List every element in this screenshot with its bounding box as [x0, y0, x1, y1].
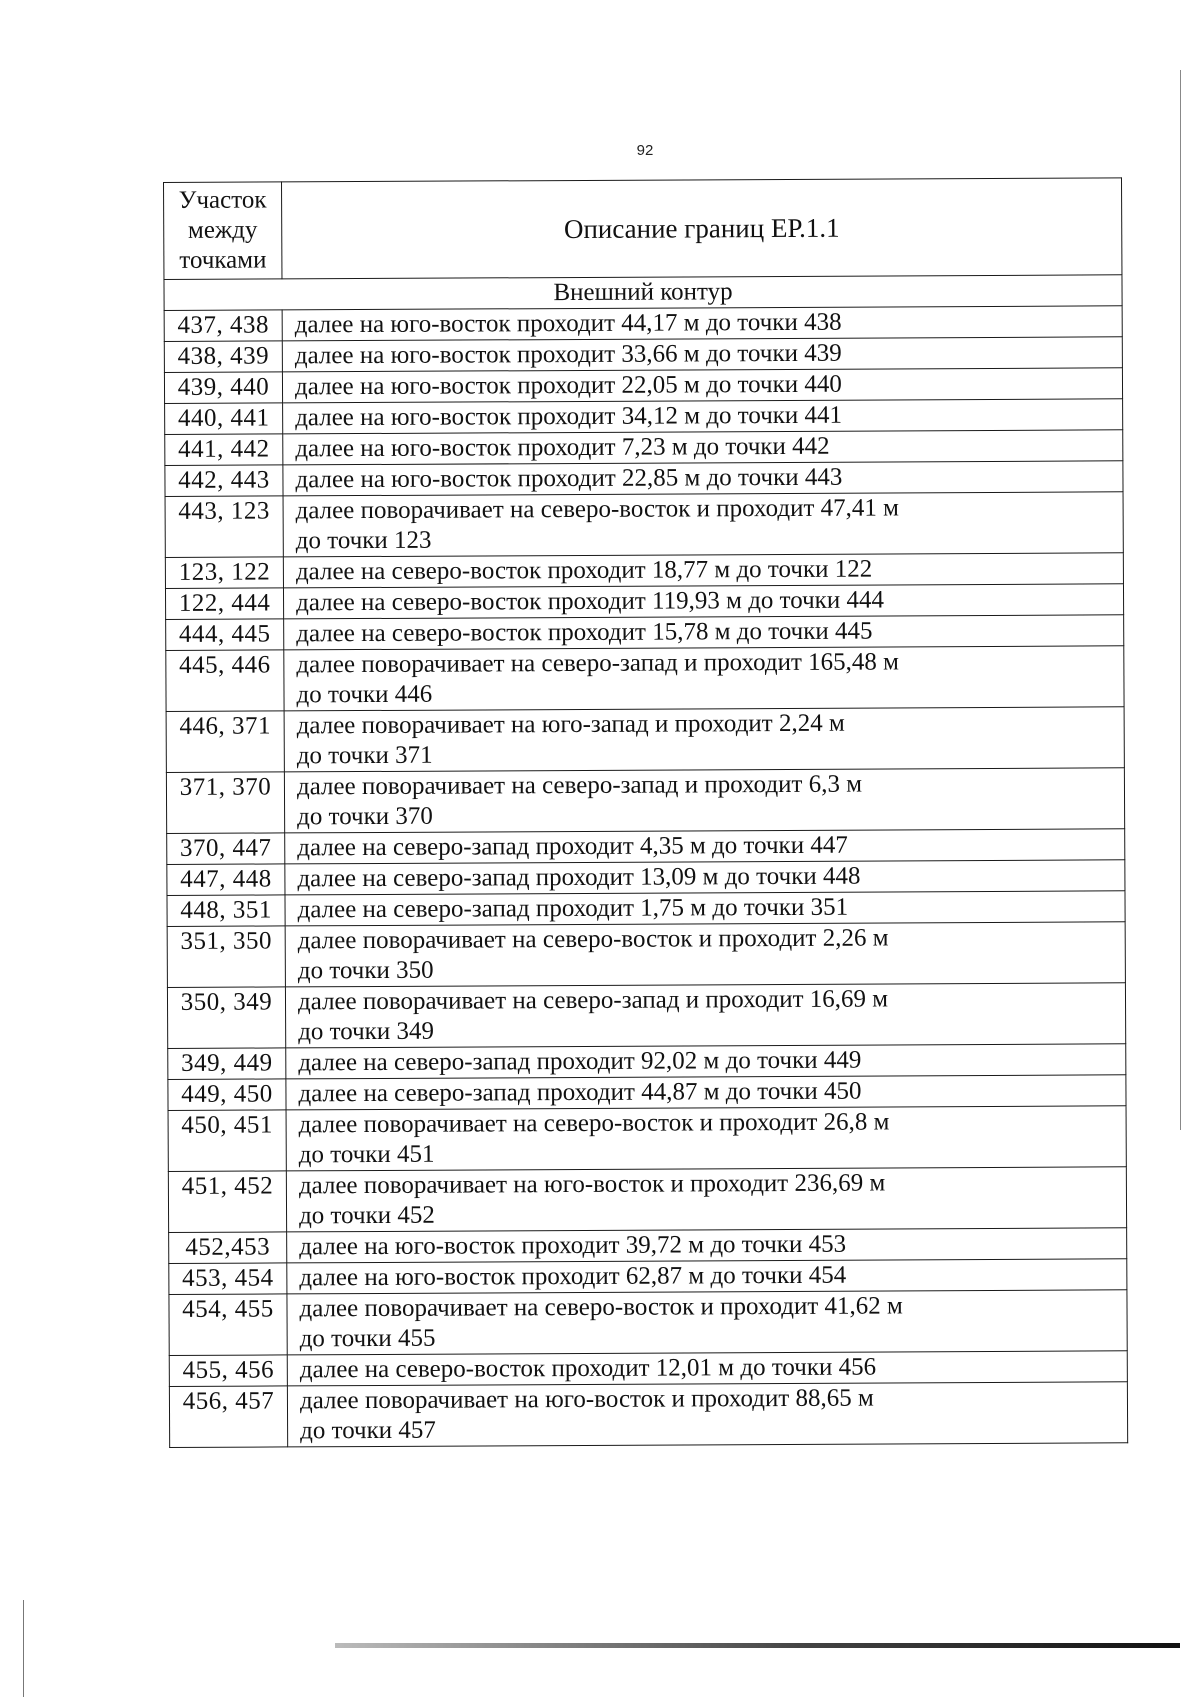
row-points-cell: 450, 451 [168, 1110, 286, 1172]
row-description-cell [287, 1259, 1127, 1294]
description-line: далее на северо-запад проходит 92,02 м до точки 449 [298, 1046, 862, 1077]
table-row [165, 399, 1123, 435]
row-points-cell: 438, 439 [164, 341, 282, 373]
row-description-cell [282, 337, 1122, 372]
row-points-cell: 454, 455 [169, 1294, 287, 1356]
points-column-header [164, 182, 282, 280]
section-title: Внешний контур [164, 275, 1122, 311]
table-row [167, 983, 1125, 1049]
description-line: далее на северо-восток проходит 119,93 м до точки 444 [295, 586, 884, 617]
description-line: далее на юго-восток проходит 7,23 м до точки 442 [295, 432, 830, 463]
points-header-line: Участок [178, 186, 267, 214]
row-description-cell [285, 860, 1125, 895]
description-line: до точки 349 [298, 1017, 435, 1046]
row-description-cell [287, 1228, 1127, 1263]
row-description-cell [287, 1351, 1127, 1386]
table-row [169, 1228, 1127, 1264]
section-row [164, 275, 1122, 311]
row-description-cell [284, 768, 1124, 833]
description-line: далее на юго-восток проходит 44,17 м до точки 438 [294, 308, 842, 339]
row-description-cell [287, 1382, 1127, 1447]
scan-edge-line-right [1180, 70, 1181, 1130]
row-points-cell: 447, 448 [167, 864, 285, 896]
row-description-cell [283, 461, 1123, 496]
table-row [169, 1351, 1127, 1387]
row-points-cell: 443, 123 [165, 496, 283, 558]
description-line: далее на северо-восток проходит 12,01 м до точки 456 [299, 1353, 877, 1384]
row-points-cell: 370, 447 [167, 833, 285, 865]
row-points-cell: 452,453 [169, 1232, 287, 1264]
description-line: далее поворачивает на северо-запад и проходит 165,48 м [296, 648, 899, 679]
description-line: до точки 455 [299, 1324, 436, 1353]
row-description-cell [284, 707, 1124, 772]
row-points-cell: 448, 351 [167, 895, 285, 927]
table-row [169, 1259, 1127, 1295]
description-line: далее на северо-запад проходит 44,87 м до точки 450 [298, 1077, 862, 1108]
description-line: далее поворачивает на юго-восток и проходит 88,65 м [299, 1384, 874, 1415]
description-line: до точки 371 [296, 741, 433, 770]
table-row [164, 306, 1122, 342]
row-points-cell: 437, 438 [164, 310, 282, 342]
scan-bottom-bar [335, 1643, 1180, 1648]
row-points-cell: 455, 456 [169, 1355, 287, 1387]
description-line: до точки 370 [297, 802, 433, 831]
description-line: до точки 451 [298, 1140, 435, 1169]
description-line: далее на юго-восток проходит 34,12 м до точки 441 [295, 401, 843, 432]
row-points-cell: 442, 443 [165, 465, 283, 497]
description-line: далее на северо-запад проходит 4,35 м до точки 447 [297, 831, 848, 862]
row-description-cell [282, 306, 1122, 341]
row-points-cell: 123, 122 [165, 557, 283, 589]
boundary-description-table [163, 177, 1128, 1448]
description-line: до точки 123 [295, 526, 432, 555]
row-description-cell [283, 430, 1123, 465]
table-row [166, 707, 1124, 773]
table-row [167, 922, 1125, 988]
row-points-cell: 441, 442 [165, 434, 283, 466]
row-points-cell: 453, 454 [169, 1263, 287, 1295]
row-points-cell: 449, 450 [168, 1079, 286, 1111]
row-description-cell [286, 1106, 1126, 1171]
row-description-cell [285, 983, 1125, 1048]
row-points-cell: 445, 446 [166, 650, 284, 712]
row-points-cell: 122, 444 [165, 588, 283, 620]
row-points-cell: 444, 445 [166, 619, 284, 651]
row-description-cell [283, 399, 1123, 434]
description-line: далее на юго-восток проходит 62,87 м до точки 454 [299, 1261, 847, 1292]
row-points-cell: 451, 452 [168, 1171, 286, 1233]
description-line: далее поворачивает на северо-восток и проходит 47,41 м [295, 494, 899, 525]
points-header-line: между [187, 216, 258, 244]
description-line: далее на северо-запад проходит 13,09 м до точки 448 [297, 862, 861, 893]
description-line: до точки 452 [298, 1201, 435, 1230]
description-line: далее на юго-восток проходит 39,72 м до точки 453 [299, 1230, 847, 1261]
description-line: далее на юго-восток проходит 33,66 м до точки 439 [294, 339, 842, 370]
description-line: далее поворачивает на северо-восток и проходит 41,62 м [299, 1292, 903, 1323]
row-points-cell: 349, 449 [168, 1048, 286, 1080]
page-number: 92 [636, 142, 654, 159]
row-description-cell [285, 891, 1125, 926]
description-line: до точки 446 [296, 680, 433, 709]
points-header-line: точками [179, 246, 267, 274]
row-description-cell [286, 1075, 1126, 1110]
row-points-cell: 350, 349 [167, 987, 285, 1049]
table-row [169, 1290, 1127, 1356]
table-row [168, 1167, 1126, 1233]
row-description-cell [283, 584, 1123, 619]
table-row [166, 646, 1124, 712]
row-description-cell [285, 829, 1125, 864]
row-description-cell [287, 1290, 1127, 1355]
description-line: далее на юго-восток проходит 22,85 м до точки 443 [295, 463, 843, 494]
description-line: далее на северо-восток проходит 15,78 м до точки 445 [296, 617, 873, 648]
row-points-cell: 351, 350 [167, 926, 285, 988]
row-description-cell [282, 368, 1122, 403]
row-description-cell [283, 492, 1123, 557]
row-points-cell: 446, 371 [166, 711, 284, 773]
row-description-cell [284, 615, 1124, 650]
description-line: далее поворачивает на юго-запад и проходит 2,24 м [296, 709, 845, 740]
description-line: далее на северо-восток проходит 18,77 м до точки 122 [295, 555, 873, 586]
description-line: далее на юго-восток проходит 22,05 м до точки 440 [294, 370, 842, 401]
table-row [169, 1382, 1127, 1448]
description-line: далее поворачивает на северо-запад и проходит 6,3 м [296, 770, 863, 801]
row-description-cell [284, 646, 1124, 711]
table-body [164, 275, 1128, 1448]
row-points-cell: 371, 370 [166, 772, 284, 834]
table-row [165, 461, 1123, 497]
table-row [164, 368, 1122, 404]
description-line: далее поворачивает на юго-восток и проходит 236,69 м [298, 1169, 886, 1200]
description-line: далее поворачивает на северо-восток и проходит 2,26 м [297, 924, 889, 955]
description-line: далее поворачивает на северо-запад и проходит 16,69 м [297, 985, 889, 1016]
table-row [168, 1044, 1126, 1080]
table-row [166, 615, 1124, 651]
description-line: до точки 457 [300, 1416, 436, 1445]
table-row [167, 891, 1125, 927]
table-row [168, 1075, 1126, 1111]
table-row [165, 492, 1123, 558]
table-row [165, 584, 1123, 620]
row-points-cell: 456, 457 [169, 1386, 287, 1448]
table-row [167, 829, 1125, 865]
row-description-cell [285, 922, 1125, 987]
table-row [166, 768, 1124, 834]
row-description-cell [283, 553, 1123, 588]
description-column-header: Описание границ ЕР.1.1 [282, 178, 1122, 279]
description-line: далее на северо-запад проходит 1,75 м до точки 351 [297, 893, 849, 924]
row-description-cell [286, 1167, 1126, 1232]
table-row [167, 860, 1125, 896]
row-points-cell: 440, 441 [165, 403, 283, 435]
table-row [164, 337, 1122, 373]
table-header-row [164, 178, 1122, 280]
description-line: далее поворачивает на северо-восток и проходит 26,8 м [298, 1108, 890, 1139]
description-line: до точки 350 [297, 956, 434, 985]
table-row [165, 430, 1123, 466]
row-points-cell: 439, 440 [164, 372, 282, 404]
row-description-cell [286, 1044, 1126, 1079]
table-row [165, 553, 1123, 589]
table-row [168, 1106, 1126, 1172]
scan-edge-line-left [23, 1600, 24, 1697]
